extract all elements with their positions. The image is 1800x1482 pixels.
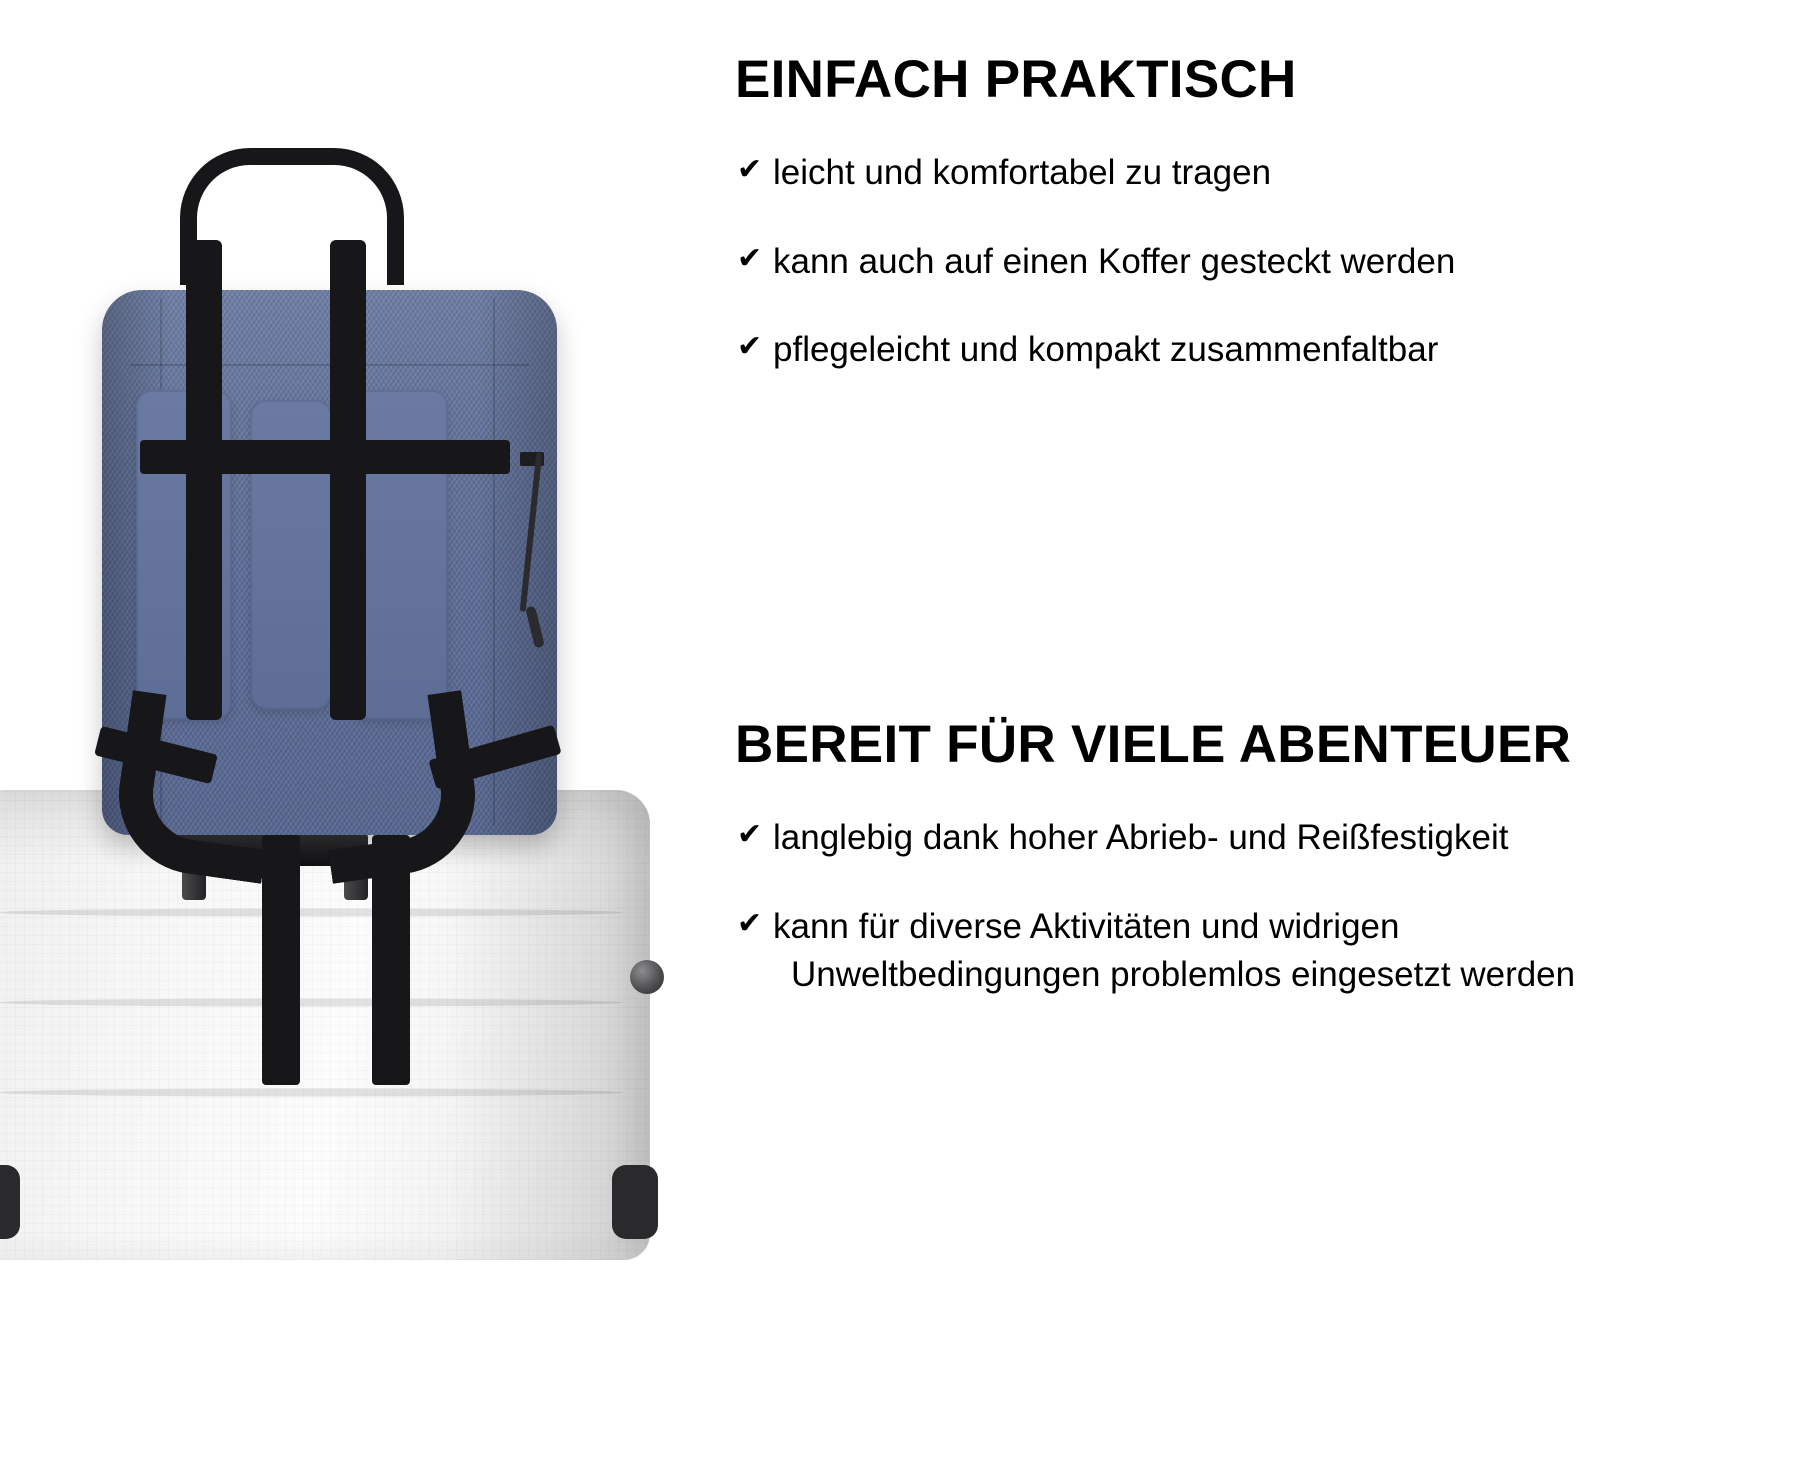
check-icon: ✔ (737, 240, 763, 276)
bullet-list-abenteuer (735, 814, 1800, 999)
list-item (735, 238, 1800, 286)
shoulder-strap-tail-right (372, 835, 410, 1085)
check-icon: ✔ (737, 817, 763, 853)
check-icon: ✔ (737, 328, 763, 364)
bullet-text: langlebig dank hoher Abrieb- und Reißfestigkeit (773, 818, 1509, 858)
suitcase-wheel-left (0, 1165, 20, 1239)
product-photo (0, 0, 720, 1482)
bullet-text: leicht und komfortabel zu tragen (773, 153, 1272, 193)
section-headline-abenteuer: BEREIT FÜR VIELE ABENTEUER (735, 715, 1572, 774)
list-item (735, 903, 1800, 1000)
section-praktisch (735, 50, 1800, 374)
bullet-text-wrapper (773, 903, 1575, 1000)
section-abenteuer (735, 715, 1800, 999)
list-item (735, 149, 1800, 197)
bullet-text-line1: kann für diverse Aktivitäten und widrigen (773, 906, 1400, 946)
bullet-text: pflegeleicht und kompakt zusammenfaltbar (773, 329, 1439, 369)
shoulder-strap-right (330, 240, 366, 720)
suitcase-wheel-right (612, 1165, 658, 1239)
shoulder-strap-left (186, 240, 222, 720)
bullet-list-praktisch (735, 149, 1800, 374)
bullet-text-line2: Unweltbedingungen problemlos eingesetzt werden (791, 954, 1576, 994)
suitcase-knob (630, 960, 664, 994)
shoulder-strap-tail-left (262, 835, 300, 1085)
bullet-text: kann auch auf einen Koffer gesteckt werden (773, 241, 1456, 281)
section-headline-praktisch: EINFACH PRAKTISCH (735, 50, 1297, 109)
list-item (735, 326, 1800, 374)
check-icon: ✔ (737, 905, 763, 941)
list-item (735, 814, 1800, 862)
feature-text-column (735, 0, 1800, 1482)
check-icon: ✔ (737, 152, 763, 188)
